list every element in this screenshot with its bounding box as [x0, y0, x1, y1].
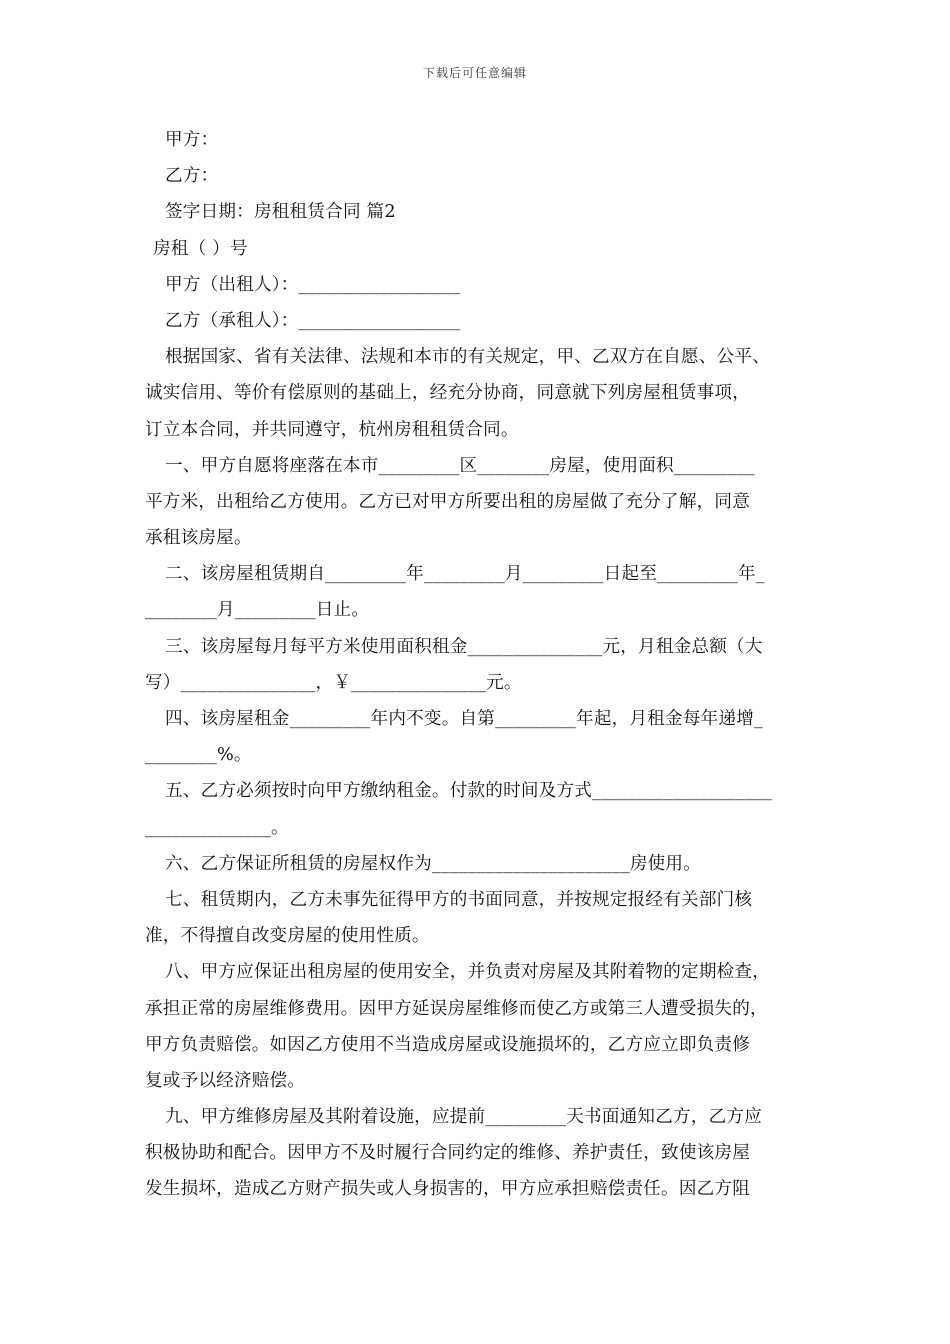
contract-line: 乙方（承租人）：__________________ [165, 310, 461, 331]
contract-line: 四、该房屋租金_________年内不变。自第_________年起，月租金每年递增_ [165, 709, 763, 729]
contract-line: 积极协助和配合。因甲方不及时履行合同约定的维修、养护责任，致使该房屋 [145, 1143, 750, 1164]
contract-line: 平方米，出租给乙方使用。乙方已对甲方所要出租的房屋做了充分了解，同意 [145, 491, 750, 512]
contract-line: 发生损坏，造成乙方财产损失或人身损害的，甲方应承担赔偿责任。因乙方阻 [145, 1179, 750, 1200]
contract-line: 准，不得擅自改变房屋的使用性质。 [145, 926, 430, 947]
contract-line: ______________。 [145, 817, 289, 838]
contract-line: 复或予以经济赔偿。 [145, 1070, 306, 1091]
contract-line: 六、乙方保证所租赁的房屋权作为______________________房使用。 [165, 853, 702, 874]
contract-line: ________月_________日止。 [145, 600, 370, 621]
contract-line: 签字日期：房租租赁合同 篇2 [165, 202, 396, 223]
contract-line: 订立本合同，并共同遵守，杭州房租租赁合同。 [145, 419, 519, 440]
contract-line: 二、该房屋租赁期自_________年_________月_________日起至_________年_ [165, 564, 765, 585]
contract-line: 乙方： [165, 166, 219, 187]
page-header-note: 下载后可任意编辑 [422, 66, 527, 80]
contract-line: 房租（ ）号 [153, 238, 248, 259]
contract-line: 甲方（出租人）：__________________ [165, 274, 461, 295]
contract-body [145, 122, 817, 1208]
contract-line: 三、该房屋每月每平方米使用面积租金_______________元，月租金总额（大 [165, 636, 763, 657]
contract-line: 写）_______________，￥_______________元。 [145, 672, 522, 693]
contract-line: 甲方负责赔偿。如因乙方使用不当造成房屋或设施损坏的，乙方应立即负责修 [145, 1034, 750, 1055]
contract-line: 九、甲方维修房屋及其附着设施，应提前_________天书面通知乙方，乙方应 [165, 1107, 762, 1128]
contract-line: 五、乙方必须按时向甲方缴纳租金。付款的时间及方式____________________ [165, 781, 772, 802]
contract-line: ________%。 [145, 745, 252, 766]
contract-line: 根据国家、省有关法律、法规和本市的有关规定，甲、乙双方在自愿、公平、 [165, 347, 770, 368]
contract-line: 诚实信用、等价有偿原则的基础上，经充分协商，同意就下列房屋租赁事项， [145, 383, 750, 404]
contract-line: 承租该房屋。 [145, 528, 252, 549]
contract-line: 甲方： [165, 130, 219, 150]
contract-line: 承担正常的房屋维修费用。因甲方延误房屋维修而使乙方或第三人遭受损失的， [145, 998, 768, 1019]
contract-line: 七、租赁期内，乙方未事先征得甲方的书面同意，并按规定报经有关部门核 [165, 889, 753, 910]
contract-line: 一、甲方自愿将座落在本市_________区________房屋，使用面积_________ [165, 455, 755, 476]
contract-line: 八、甲方应保证出租房屋的使用安全，并负责对房屋及其附着物的定期检查， [165, 962, 770, 983]
